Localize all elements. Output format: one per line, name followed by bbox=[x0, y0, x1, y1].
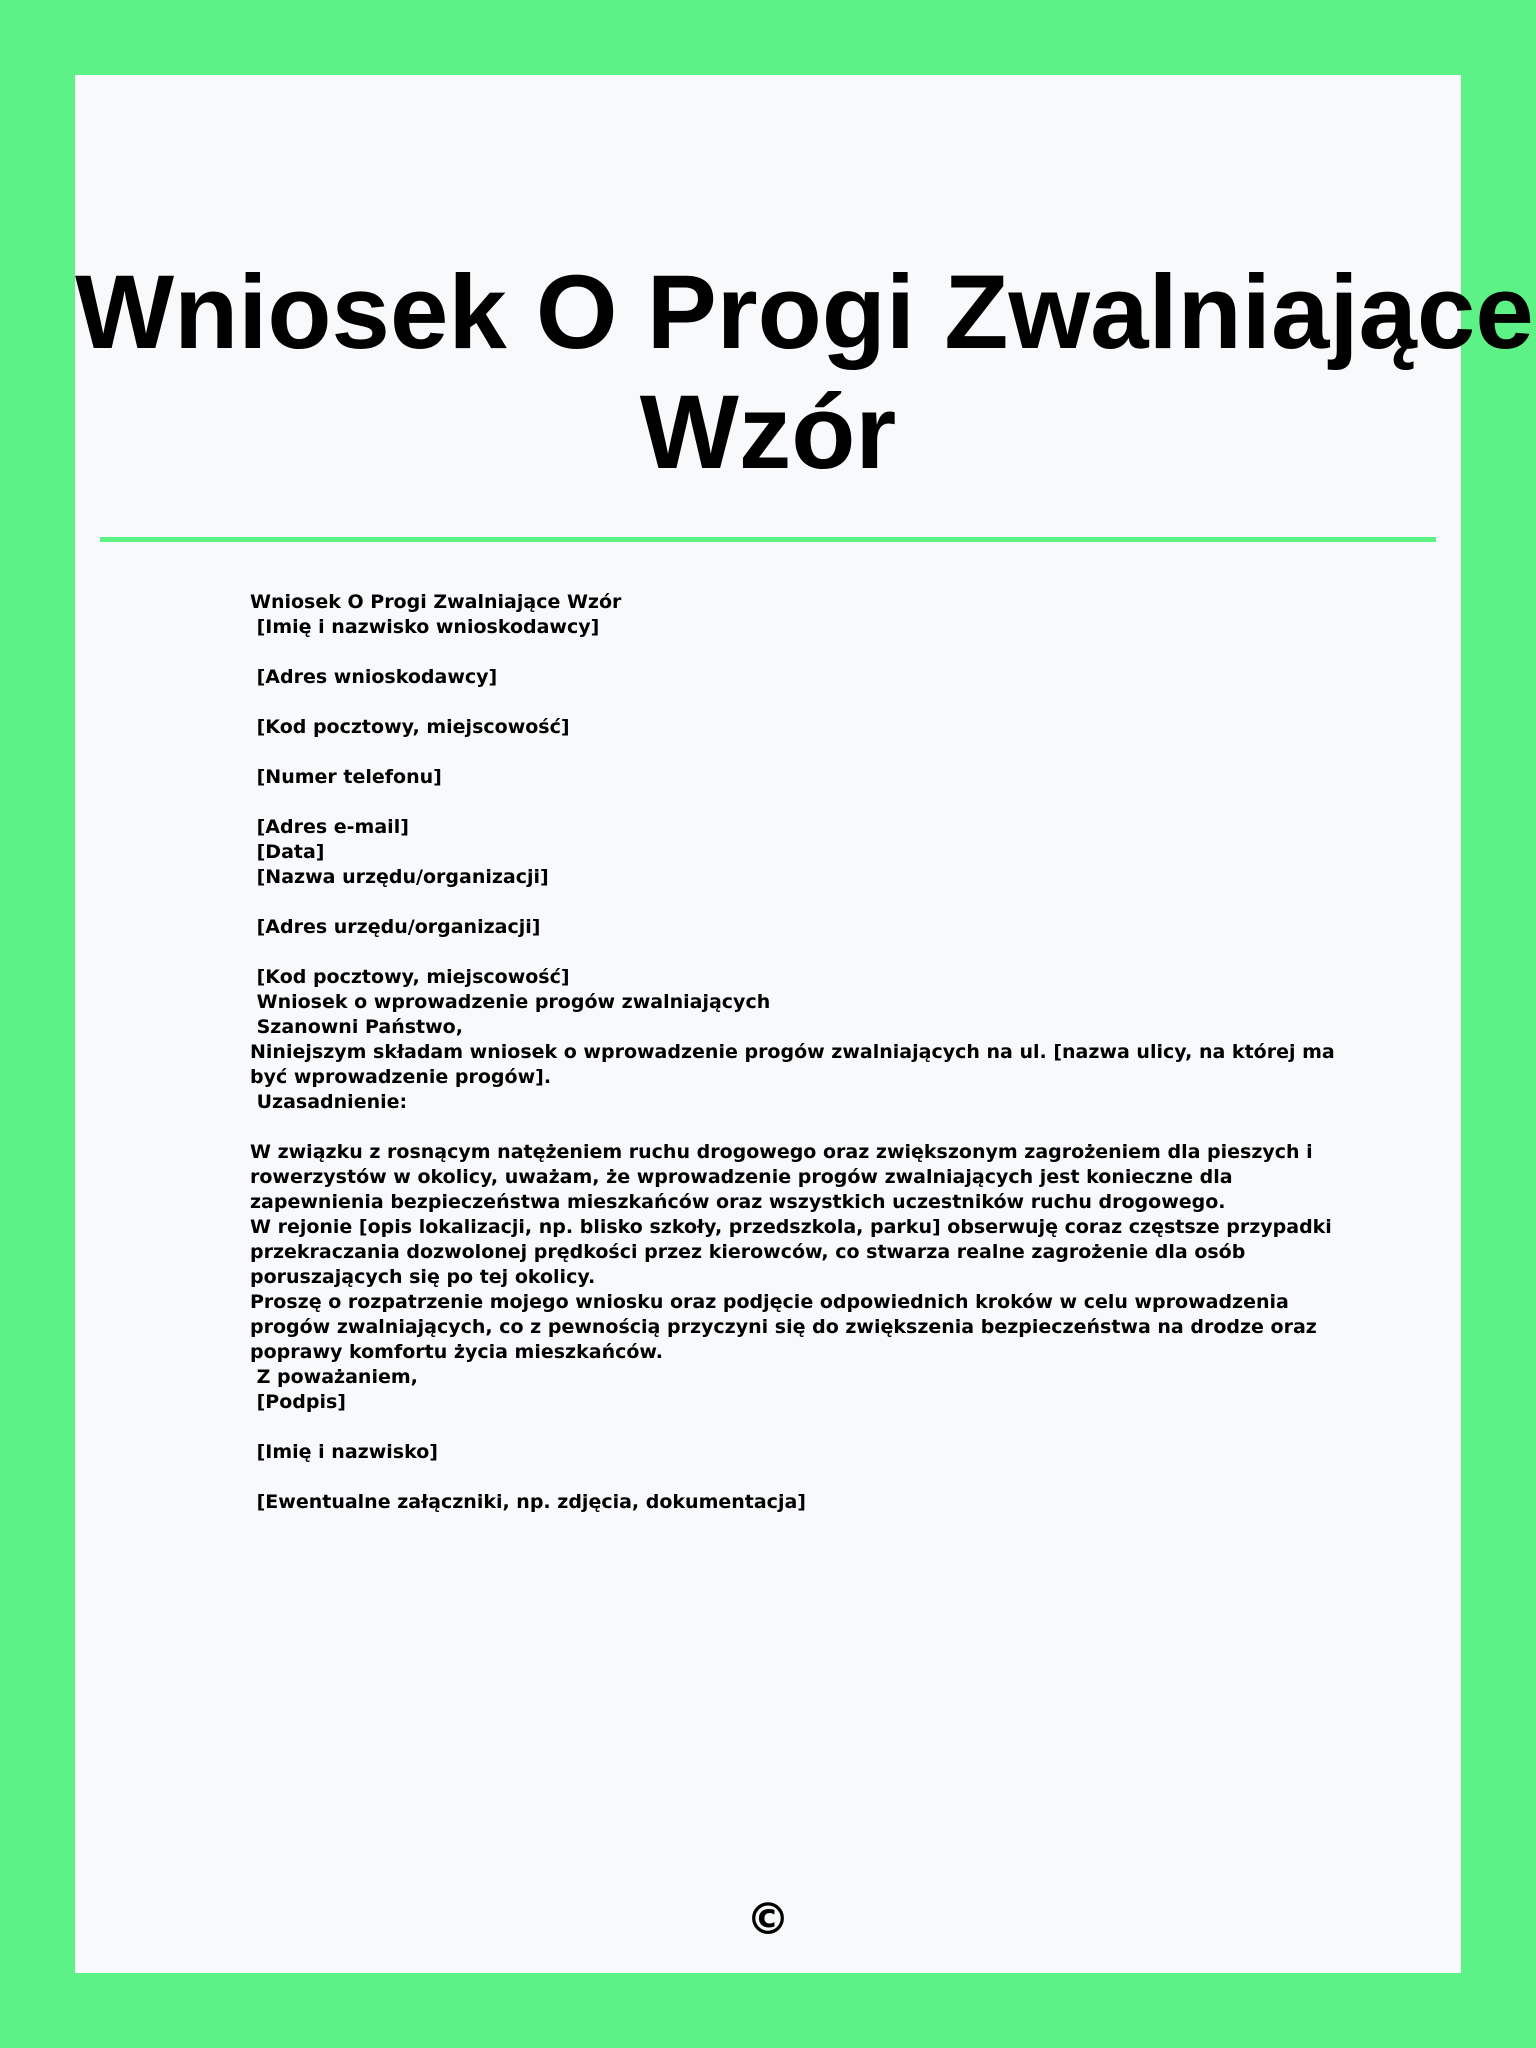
blank-line bbox=[250, 1415, 1350, 1440]
signature-placeholder: [Podpis] bbox=[250, 1391, 346, 1413]
letter-body bbox=[250, 590, 1350, 1515]
title-divider bbox=[100, 537, 1436, 542]
office-postal: [Kod pocztowy, miejscowość] bbox=[250, 966, 570, 988]
justification-paragraph-2: W rejonie [opis lokalizacji, np. blisko szkoły, przedszkola, parku] obserwuję coraz częstsze przypadki przekraczania dozwolonej prędkości przez kierowców, co stwarza realne zagrożenie dla osób poruszających się po tej okolicy. bbox=[250, 1216, 1332, 1288]
document-sheet bbox=[75, 75, 1534, 1973]
applicant-phone: [Numer telefonu] bbox=[250, 766, 442, 788]
applicant-postal: [Kod pocztowy, miejscowość] bbox=[250, 716, 570, 738]
letter-intro: Niniejszym składam wniosek o wprowadzenie progów zwalniających na ul. [nazwa ulicy, na której ma być wprowadzenie progów]. bbox=[250, 1041, 1335, 1088]
blank-line bbox=[250, 690, 1350, 715]
blank-line bbox=[250, 940, 1350, 965]
title-line-2: Wzór bbox=[639, 374, 897, 491]
blank-line bbox=[250, 890, 1350, 915]
applicant-name: [Imię i nazwisko wnioskodawcy] bbox=[250, 616, 600, 638]
blank-line bbox=[250, 1465, 1350, 1490]
letter-subject: Wniosek o wprowadzenie progów zwalniających bbox=[250, 991, 771, 1013]
blank-line bbox=[250, 1115, 1350, 1140]
signer-name: [Imię i nazwisko] bbox=[250, 1441, 438, 1463]
applicant-address: [Adres wnioskodawcy] bbox=[250, 666, 498, 688]
office-address: [Adres urzędu/organizacji] bbox=[250, 916, 541, 938]
letter-closing: Z poważaniem, bbox=[250, 1366, 418, 1388]
office-name: [Nazwa urzędu/organizacji] bbox=[250, 866, 549, 888]
request-paragraph: Proszę o rozpatrzenie mojego wniosku oraz podjęcie odpowiednich kroków w celu wprowadzenia progów zwalniających, co z pewnością przyczyni się do zwiększenia bezpieczeństwa na drodze oraz poprawy komfortu życia mieszkańców. bbox=[250, 1291, 1317, 1363]
copyright-icon: © bbox=[746, 1894, 790, 1945]
letter-heading: Wniosek O Progi Zwalniające Wzór bbox=[250, 591, 622, 613]
attachments-placeholder: [Ewentualne załączniki, np. zdjęcia, dokumentacja] bbox=[250, 1491, 806, 1513]
applicant-email: [Adres e-mail] bbox=[250, 816, 409, 838]
justification-label: Uzasadnienie: bbox=[250, 1091, 408, 1113]
blank-line bbox=[250, 640, 1350, 665]
blank-line bbox=[250, 740, 1350, 765]
letter-salutation: Szanowni Państwo, bbox=[250, 1016, 463, 1038]
letter-date: [Data] bbox=[250, 841, 325, 863]
blank-line bbox=[250, 790, 1350, 815]
title-line-1: Wniosek O Progi Zwalniające bbox=[75, 254, 1534, 371]
justification-paragraph-1: W związku z rosnącym natężeniem ruchu drogowego oraz zwiększonym zagrożeniem dla pieszych i rowerzystów w okolicy, uważam, że wprowadzenie progów zwalniających jest konieczne dla zapewnienia bezpieczeństwa mieszkańców oraz wszystkich uczestników ruchu drogowego. bbox=[250, 1141, 1313, 1213]
document-title bbox=[75, 253, 1534, 493]
